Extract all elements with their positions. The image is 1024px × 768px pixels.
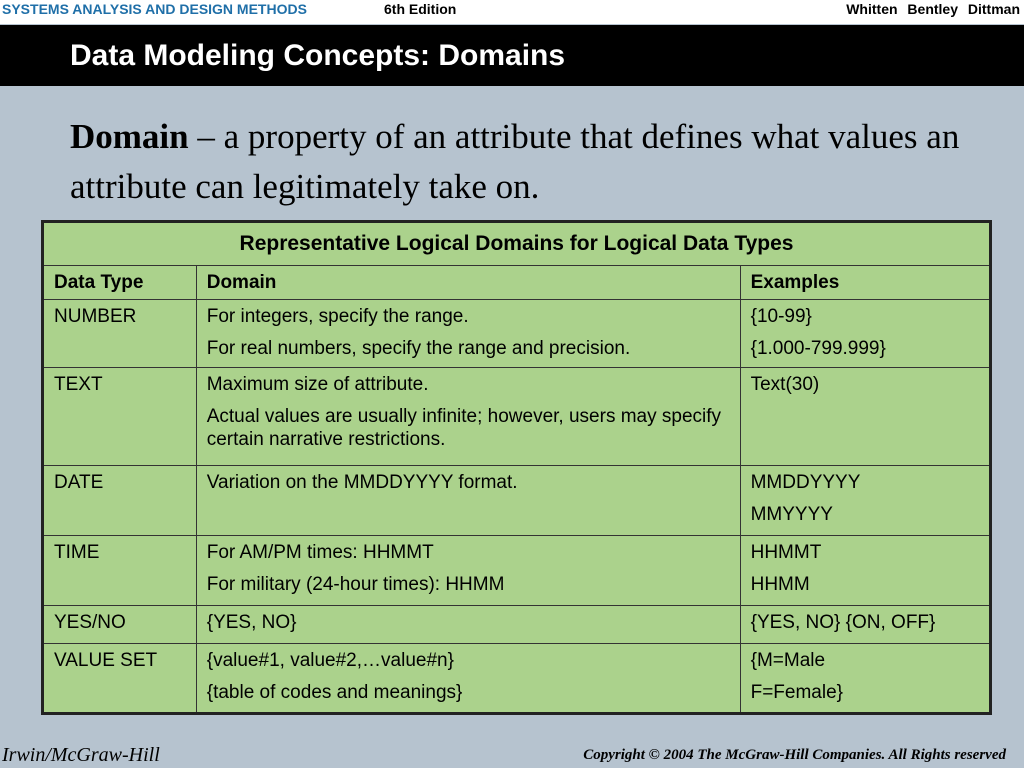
cell-data-type: YES/NO xyxy=(43,606,197,644)
cell-domain xyxy=(196,466,740,536)
cell-data-type: TIME xyxy=(43,536,197,606)
title-bar xyxy=(0,25,1024,86)
table-row xyxy=(43,536,991,606)
cell-examples xyxy=(740,644,990,714)
copyright-label: Copyright © 2004 The McGraw-Hill Companies. All Rights reserved xyxy=(583,747,1006,763)
cell-examples xyxy=(740,536,990,606)
cell-domain xyxy=(196,300,740,368)
table-row xyxy=(43,466,991,536)
definition-term: Domain xyxy=(70,117,189,156)
example-line: Text(30) xyxy=(750,374,820,395)
table-row xyxy=(43,300,991,368)
domains-table xyxy=(41,220,992,715)
book-title: SYSTEMS ANALYSIS AND DESIGN METHODS xyxy=(2,1,307,17)
top-header-bar xyxy=(0,0,1024,24)
header-examples: Examples xyxy=(740,266,990,300)
cell-domain xyxy=(196,368,740,466)
domain-line: {YES, NO} xyxy=(206,612,297,633)
edition-label: 6th Edition xyxy=(384,1,457,17)
domain-line: For military (24-hour times): HHMM xyxy=(206,574,505,595)
example-line: HHMMT xyxy=(750,542,822,563)
cell-data-type: VALUE SET xyxy=(43,644,197,714)
domain-line: {table of codes and meanings} xyxy=(206,682,463,703)
example-line: {YES, NO} {ON, OFF} xyxy=(750,612,936,633)
table-caption: Representative Logical Domains for Logical Data Types xyxy=(43,222,991,266)
example-line: F=Female} xyxy=(750,682,843,703)
cell-data-type: TEXT xyxy=(43,368,197,466)
domain-line: For AM/PM times: HHMMT xyxy=(206,542,434,563)
header-data-type: Data Type xyxy=(43,266,197,300)
definition-text: – a property of an attribute that defines what values an attribute can legitimately take on. xyxy=(70,117,960,206)
cell-data-type: NUMBER xyxy=(43,300,197,368)
table-row xyxy=(43,644,991,714)
authors-label: Whitten Bentley Dittman xyxy=(846,1,1020,17)
cell-domain xyxy=(196,606,740,644)
domain-line: For real numbers, specify the range and precision. xyxy=(206,338,631,359)
example-line: HHMM xyxy=(750,574,810,595)
example-line: {1.000-799.999} xyxy=(750,338,886,359)
publisher-label: Irwin/McGraw-Hill xyxy=(2,744,160,766)
table-row xyxy=(43,368,991,466)
slide-title: Data Modeling Concepts: Domains xyxy=(70,39,566,72)
table-row xyxy=(43,606,991,644)
cell-domain xyxy=(196,644,740,714)
example-line: {M=Male xyxy=(750,650,826,671)
domain-line: Maximum size of attribute. xyxy=(206,374,429,395)
header-domain: Domain xyxy=(196,266,740,300)
cell-data-type: DATE xyxy=(43,466,197,536)
example-line: MMYYYY xyxy=(750,504,833,525)
definition-paragraph xyxy=(70,112,990,212)
cell-domain xyxy=(196,536,740,606)
domain-line: Actual values are usually infinite; however, users may specify certain narrative restrictions. xyxy=(206,406,722,450)
cell-examples xyxy=(740,466,990,536)
domain-line: For integers, specify the range. xyxy=(206,306,469,327)
cell-examples xyxy=(740,606,990,644)
domain-line: {value#1, value#2,…value#n} xyxy=(206,650,454,671)
example-line: MMDDYYYY xyxy=(750,472,861,493)
cell-examples xyxy=(740,300,990,368)
cell-examples xyxy=(740,368,990,466)
table-header-row xyxy=(43,266,991,300)
domain-line: Variation on the MMDDYYYY format. xyxy=(206,472,518,493)
example-line: {10-99} xyxy=(750,306,812,327)
